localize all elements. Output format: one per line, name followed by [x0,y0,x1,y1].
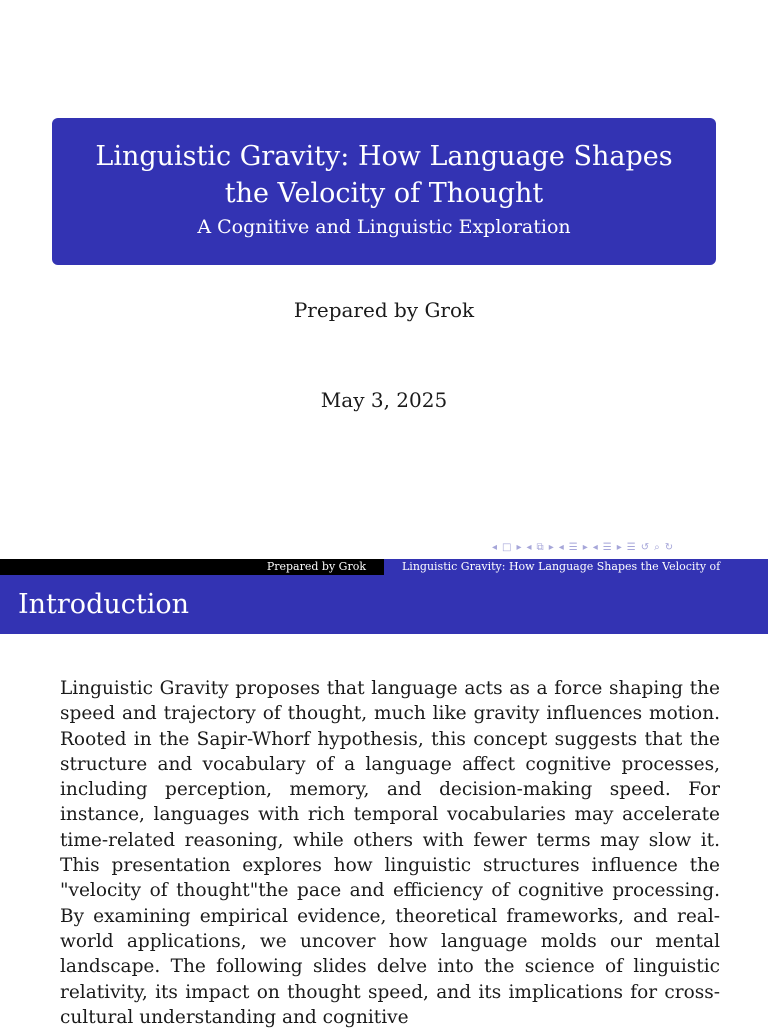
title-block [52,118,716,265]
author-name: Prepared by Grok [293,298,475,322]
presentation-subtitle: A Cognitive and Linguistic Exploration [197,216,571,238]
slide-title: Introduction [0,575,768,634]
nav-prev-frame-icon[interactable]: ◂ [492,541,498,553]
nav-back-icon[interactable]: ↺ [640,541,650,553]
nav-search-icon[interactable]: ⌕ [654,541,660,553]
nav-section-icon[interactable]: ☰ [568,541,578,553]
nav-prev-section-icon[interactable]: ◂ [558,541,564,553]
presentation-title: Linguistic Gravity: How Language Shapes the Velocity of Thought [95,141,673,209]
nav-prev-subsection-icon[interactable]: ◂ [526,541,532,553]
introduction-body: Linguistic Gravity proposes that language acts as a force shaping the speed and trajectory of thought, much like gravity influences motion. Rooted in the Sapir-Whorf hypothesis, this concept suggests that the structure and vocabulary of a language affect cognitive processes, including perception, memory, and decision-making speed. For instance, languages with rich temporal vocabularies may accelerate time-related reasoning, while others with fewer terms may slow it. This presentation explores how linguistic structures influence the "velocity of thought"the pace and efficiency of cognitive processing. By examining empirical evidence, theoretical frameworks, and real-world applications, we uncover how language molds our mental landscape. The following slides delve into the science of linguistic relativity, its impact on thought speed, and its implications for cross-cultural understanding and cognitive [60,678,720,1028]
nav-prev-document-icon[interactable]: ◂ [592,541,598,553]
nav-document-icon[interactable]: ☰ [602,541,612,553]
footline-title: Linguistic Gravity: How Language Shapes the Velocity of [384,559,768,575]
nav-next-section-icon[interactable]: ▸ [582,541,588,553]
presentation-date: May 3, 2025 [320,388,448,412]
footline [0,559,768,575]
nav-frame-icon[interactable]: □ [502,541,512,553]
nav-toc-icon[interactable]: ☰ [626,541,636,553]
nav-next-subsection-icon[interactable]: ▸ [548,541,554,553]
navigation-symbols [492,540,762,554]
footline-author: Prepared by Grok [0,559,384,575]
nav-forward-icon[interactable]: ↻ [664,541,674,553]
nav-next-frame-icon[interactable]: ▸ [516,541,522,553]
nav-next-document-icon[interactable]: ▸ [616,541,622,553]
nav-subsection-icon[interactable]: ⧉ [536,541,544,553]
